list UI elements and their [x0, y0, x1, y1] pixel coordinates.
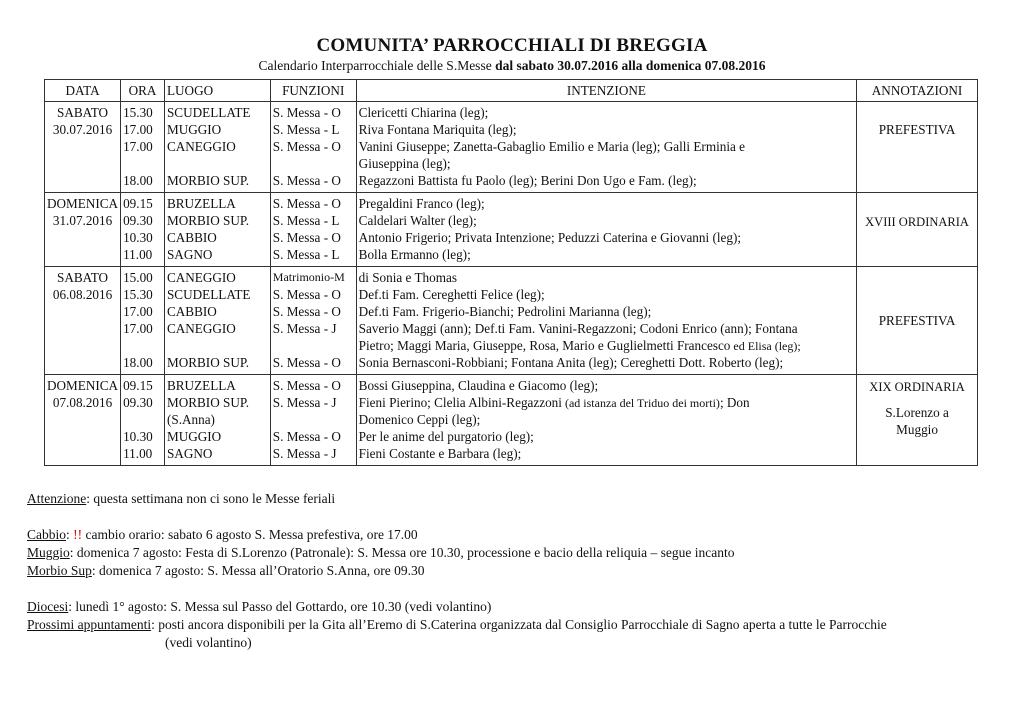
note-diocesi: [27, 598, 987, 616]
note-label: Muggio: [27, 545, 70, 560]
time: 15.30: [123, 287, 153, 302]
cell-intenzione: [356, 193, 856, 267]
place: CABBIO: [166, 230, 217, 245]
intention: Def.ti Fam. Cereghetti Felice (leg);: [358, 287, 545, 302]
intention: Pietro; Maggi Maria, Giuseppe, Rosa, Mario e Guglielmetti Francesco: [358, 338, 731, 353]
date-label: 06.08.2016: [52, 287, 113, 302]
place: [167, 337, 268, 354]
note-label: Prossimi appuntamenti: [27, 617, 152, 632]
time: 15.00: [123, 270, 153, 285]
function: S. Messa - O: [272, 139, 341, 154]
function: S. Messa - L: [272, 122, 340, 137]
time: 09.30: [123, 213, 153, 228]
time: [123, 337, 162, 354]
function: [273, 337, 354, 354]
intention: Bossi Giuseppina, Claudina e Giacomo (leg);: [358, 378, 599, 393]
note-text: : domenica 7 agosto: Festa di S.Lorenzo (Patronale): S. Messa ore 10.30, processione e bacio della reliquia – segue incanto: [69, 545, 735, 560]
intention: Def.ti Fam. Frigerio-Bianchi; Pedrolini Marianna (leg);: [358, 304, 652, 319]
time: 17.00: [123, 139, 153, 154]
intention-line: [359, 337, 854, 354]
place: MUGGIO: [166, 429, 222, 444]
cell-luogo: [164, 375, 270, 466]
day-label: SABATO: [57, 105, 109, 120]
annotation: S.Lorenzo a: [885, 405, 949, 420]
date-label: 31.07.2016: [52, 213, 113, 228]
function: S. Messa - O: [272, 287, 341, 302]
header-luogo: LUOGO: [164, 80, 270, 102]
table-row: [45, 193, 978, 267]
mass-calendar-table: [44, 79, 978, 466]
time: 11.00: [123, 247, 153, 262]
page-subtitle: [0, 58, 1024, 74]
time: 09.15: [123, 378, 153, 393]
note-label: Diocesi: [27, 599, 69, 614]
table-row: [45, 375, 978, 466]
cell-annotazioni: [857, 102, 978, 193]
intention: Clericetti Chiarina (leg);: [358, 105, 489, 120]
function: S. Messa - O: [272, 105, 341, 120]
notes-section: [27, 490, 987, 652]
function: S. Messa - L: [272, 247, 340, 262]
note-text: : questa settimana non ci sono le Messe feriali: [86, 491, 336, 506]
intention: Giuseppina (leg);: [358, 156, 451, 171]
cell-funzioni: [270, 102, 356, 193]
place: CANEGGIO: [166, 139, 236, 154]
intention-small: (ad istanza del Triduo dei morti): [561, 396, 720, 410]
time: [123, 411, 162, 428]
function: S. Messa - L: [272, 213, 340, 228]
intention: Fieni Costante e Barbara (leg);: [358, 446, 522, 461]
cell-ora: [121, 102, 165, 193]
cell-annotazioni: [857, 193, 978, 267]
intention: Per le anime del purgatorio (leg);: [358, 429, 534, 444]
cell-intenzione: [356, 267, 856, 375]
intention: Vanini Giuseppe; Zanetta-Gabaglio Emilio e Maria (leg); Galli Erminia e: [358, 139, 746, 154]
function: S. Messa - O: [272, 355, 341, 370]
place: BRUZELLA: [166, 196, 236, 211]
annotation: Muggio: [896, 422, 938, 437]
function: [273, 155, 354, 172]
intention: Regazzoni Battista fu Paolo (leg); Berini Don Ugo e Fam. (leg);: [358, 173, 697, 188]
note-text: : lunedì 1° agosto: S. Messa sul Passo del Gottardo, ore 10.30 (vedi volantino): [68, 599, 492, 614]
time: 10.30: [123, 429, 153, 444]
function: [273, 411, 354, 428]
cell-funzioni: [270, 375, 356, 466]
intention: Sonia Bernasconi-Robbiani; Fontana Anita (leg); Cereghetti Dott. Roberto (leg);: [358, 355, 784, 370]
note-colon: :: [66, 527, 74, 542]
cell-intenzione: [356, 375, 856, 466]
day-label: DOMENICA: [47, 378, 119, 393]
annotation: XVIII ORDINARIA: [865, 214, 969, 229]
intention: di Sonia e Thomas: [358, 270, 457, 285]
note-attenzione: [27, 490, 987, 508]
date-label: 30.07.2016: [52, 122, 113, 137]
cell-ora: [121, 193, 165, 267]
place: MORBIO SUP.: [166, 395, 250, 410]
cell-luogo: [164, 193, 270, 267]
intention: Saverio Maggi (ann); Def.ti Fam. Vanini-Regazzoni; Codoni Enrico (ann); Fontana: [358, 321, 798, 336]
spacer: [27, 580, 987, 598]
place: CANEGGIO: [166, 270, 236, 285]
place: MORBIO SUP.: [166, 213, 250, 228]
function: S. Messa - O: [272, 173, 341, 188]
place: MORBIO SUP.: [166, 355, 250, 370]
table-row: [45, 102, 978, 193]
note-label: Morbio Sup: [27, 563, 92, 578]
intention: Domenico Ceppi (leg);: [358, 412, 481, 427]
note-prossimi-continued: (vedi volantino): [165, 635, 252, 650]
intention: Fieni Pierino; Clelia Albini-Regazzoni: [358, 395, 562, 410]
time: 18.00: [123, 355, 153, 370]
place: CANEGGIO: [166, 321, 236, 336]
function: S. Messa - O: [272, 196, 341, 211]
annotation: PREFESTIVA: [878, 121, 956, 137]
intention: Antonio Frigerio; Privata Intenzione; Peduzzi Caterina e Giovanni (leg);: [358, 230, 741, 245]
table-row: [45, 267, 978, 375]
intention: Pregaldini Franco (leg);: [358, 196, 485, 211]
time: 15.30: [123, 105, 153, 120]
place: SCUDELLATE: [166, 105, 251, 120]
day-label: DOMENICA: [47, 196, 119, 211]
cell-ora: [121, 267, 165, 375]
time: 11.00: [123, 446, 153, 461]
time: 10.30: [123, 230, 153, 245]
header-annotazioni: ANNOTAZIONI: [857, 80, 978, 102]
place: MORBIO SUP.: [166, 173, 250, 188]
function: S. Messa - O: [272, 378, 341, 393]
time: [123, 155, 162, 172]
intention-after-small: ; Don: [719, 395, 750, 410]
intention-small: ed Elisa (leg);: [730, 339, 801, 353]
cell-date: [45, 267, 121, 375]
annotation: XIX ORDINARIA: [869, 380, 965, 394]
note-text: : domenica 7 agosto: S. Messa all’Oratorio S.Anna, ore 09.30: [91, 563, 425, 578]
place: (S.Anna): [166, 412, 215, 427]
function: S. Messa - O: [272, 230, 341, 245]
note-text: cambio orario: sabato 6 agosto S. Messa prefestiva, ore 17.00: [82, 527, 418, 542]
header-intenzione: INTENZIONE: [356, 80, 856, 102]
function: S. Messa - O: [272, 304, 341, 319]
spacer: [27, 508, 987, 526]
date-label: 07.08.2016: [52, 395, 113, 410]
day-label: SABATO: [57, 270, 109, 285]
cell-funzioni: [270, 193, 356, 267]
place: CABBIO: [166, 304, 217, 319]
subtitle-text: Calendario Interparrocchiale delle S.Messe: [258, 58, 496, 73]
place: SAGNO: [166, 247, 213, 262]
intention: Caldelari Walter (leg);: [358, 213, 477, 228]
place: SCUDELLATE: [166, 287, 251, 302]
header-ora: ORA: [121, 80, 165, 102]
place: SAGNO: [166, 446, 213, 461]
time: 17.00: [123, 304, 153, 319]
cell-date: [45, 193, 121, 267]
time: 09.15: [123, 196, 153, 211]
cell-ora: [121, 375, 165, 466]
place: BRUZELLA: [166, 378, 236, 393]
annotation: PREFESTIVA: [878, 312, 956, 328]
intention: Riva Fontana Mariquita (leg);: [358, 122, 517, 137]
annotation-gap: [859, 396, 975, 404]
time: 17.00: [123, 122, 153, 137]
intention-line: [359, 394, 854, 411]
function: Matrimonio-M: [272, 270, 345, 284]
note-morbio: [27, 562, 987, 580]
function: S. Messa - J: [272, 395, 337, 410]
time: 17.00: [123, 321, 153, 336]
alert-marks: !!: [73, 527, 83, 542]
page-title: COMUNITA’ PARROCCHIALI DI BREGGIA: [316, 35, 708, 56]
subtitle-date-range: dal sabato 30.07.2016 alla domenica 07.08.2016: [495, 58, 766, 73]
note-muggio: [27, 544, 987, 562]
table-header-row: [45, 80, 978, 102]
place: MUGGIO: [166, 122, 222, 137]
header-data: DATA: [45, 80, 121, 102]
cell-annotazioni: [857, 375, 978, 466]
note-label: Cabbio: [27, 527, 66, 542]
function: S. Messa - O: [272, 429, 341, 444]
time: 18.00: [123, 173, 153, 188]
note-cabbio: [27, 526, 987, 544]
function: S. Messa - J: [272, 446, 337, 461]
header-funzioni: FUNZIONI: [270, 80, 356, 102]
place: [167, 155, 268, 172]
cell-date: [45, 102, 121, 193]
cell-funzioni: [270, 267, 356, 375]
intention: Bolla Ermanno (leg);: [358, 247, 471, 262]
function: S. Messa - J: [272, 321, 337, 336]
cell-date: [45, 375, 121, 466]
note-label: Attenzione: [27, 491, 87, 506]
time: 09.30: [123, 395, 153, 410]
note-text: : posti ancora disponibili per la Gita all’Eremo di S.Caterina organizzata dal Consiglio Parrocchiale di Sagno aperta a tutte le Parrocchie: [151, 617, 887, 632]
cell-luogo: [164, 267, 270, 375]
cell-luogo: [164, 102, 270, 193]
cell-intenzione: [356, 102, 856, 193]
note-prossimi: [27, 616, 987, 634]
cell-annotazioni: [857, 267, 978, 375]
